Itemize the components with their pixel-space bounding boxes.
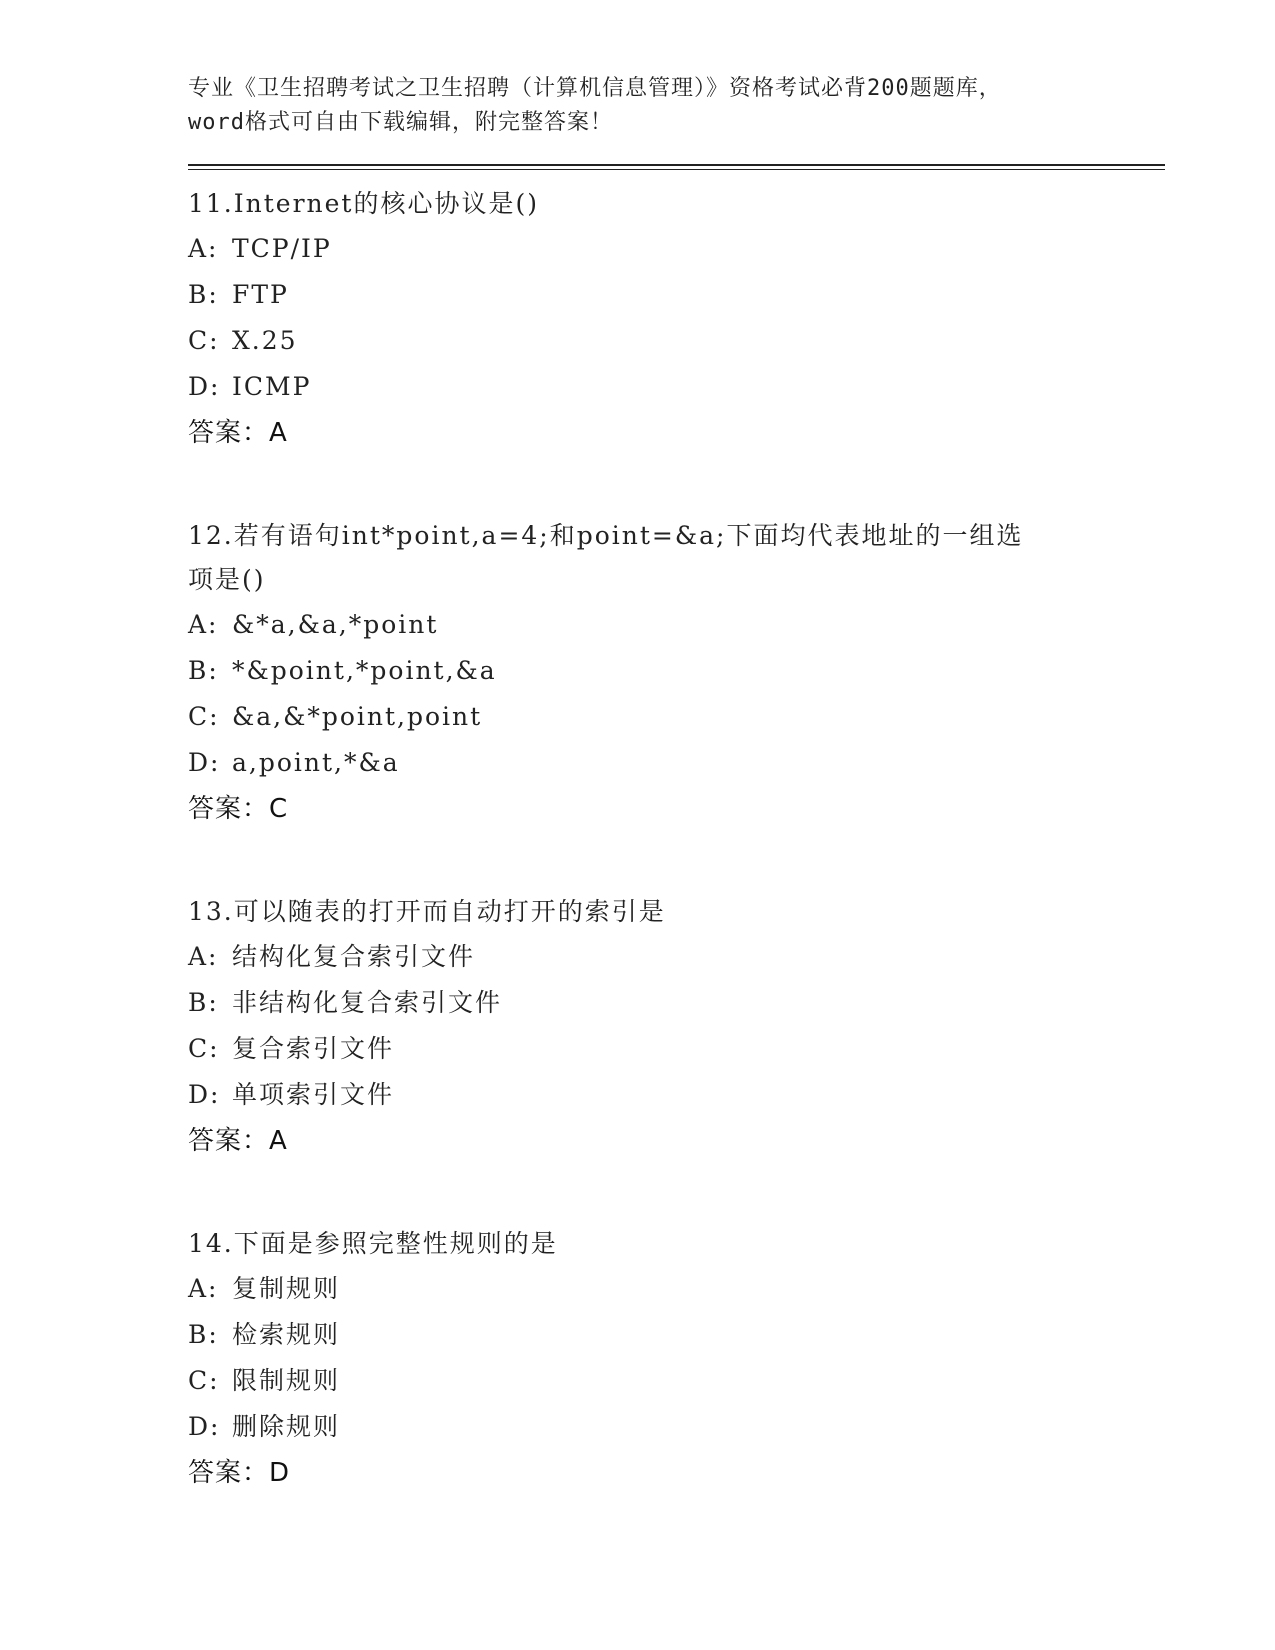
option-d [188,1404,1168,1450]
answer-line: 答案：C [188,794,289,824]
option-a [188,1266,1168,1312]
question-spacer [188,456,1168,514]
header-line-1: 专业《卫生招聘考试之卫生招聘（计算机信息管理）》资格考试必背200题题库， [188,76,1002,101]
option-label: B: [188,656,219,685]
header-line-2: word格式可自由下载编辑，附完整答案！ [188,110,613,135]
option-label: C: [188,1034,220,1063]
question-13 [188,890,1168,1164]
question-stem: 14.下面是参照完整性规则的是 [188,1229,558,1258]
option-text: 删除规则 [232,1412,341,1441]
option-text: &a,&*point,point [232,702,483,731]
option-text: FTP [232,280,289,309]
option-text: a,point,*&a [232,748,400,777]
option-text: X.25 [232,326,298,355]
question-stem: 12.若有语句int*point,a=4;和point=&a;下面均代表地址的一组选项是() [188,521,1024,594]
option-a [188,934,1168,980]
option-label: A: [188,234,219,263]
header-divider [188,164,1165,170]
option-text: 单项索引文件 [232,1080,395,1109]
option-a [188,226,1168,272]
option-c [188,1026,1168,1072]
option-label: A: [188,1274,219,1303]
question-stem: 11.Internet的核心协议是() [188,189,539,218]
option-label: D: [188,372,221,401]
option-a [188,602,1168,648]
option-label: A: [188,610,219,639]
option-c [188,694,1168,740]
question-list [188,182,1168,1496]
question-spacer [188,832,1168,890]
option-text: 限制规则 [232,1366,341,1395]
option-label: C: [188,1366,220,1395]
option-text: TCP/IP [232,234,332,263]
question-11 [188,182,1168,456]
option-c [188,318,1168,364]
question-spacer [188,1164,1168,1222]
option-text: &*a,&a,*point [232,610,439,639]
option-label: B: [188,1320,219,1349]
option-text: 复合索引文件 [232,1034,395,1063]
option-text: 结构化复合索引文件 [232,942,476,971]
option-c [188,1358,1168,1404]
question-stem: 13.可以随表的打开而自动打开的索引是 [188,897,666,926]
option-text: 检索规则 [232,1320,341,1349]
answer-line: 答案：A [188,1126,288,1156]
document-page [188,72,1168,1496]
option-b [188,980,1168,1026]
option-label: B: [188,988,219,1017]
option-d [188,740,1168,786]
option-label: C: [188,702,220,731]
question-14 [188,1222,1168,1496]
option-b [188,272,1168,318]
option-text: ICMP [232,372,312,401]
option-label: C: [188,326,220,355]
option-text: 非结构化复合索引文件 [232,988,503,1017]
option-label: B: [188,280,219,309]
option-text: *&point,*point,&a [232,656,497,685]
option-label: D: [188,1080,221,1109]
option-b [188,648,1168,694]
question-12 [188,514,1168,832]
option-b [188,1312,1168,1358]
option-label: D: [188,748,221,777]
option-label: A: [188,942,219,971]
answer-line: 答案：D [188,1458,291,1488]
option-d [188,1072,1168,1118]
option-d [188,364,1168,410]
answer-line: 答案：A [188,418,288,448]
option-text: 复制规则 [232,1274,341,1303]
option-label: D: [188,1412,221,1441]
document-header [188,72,1168,140]
